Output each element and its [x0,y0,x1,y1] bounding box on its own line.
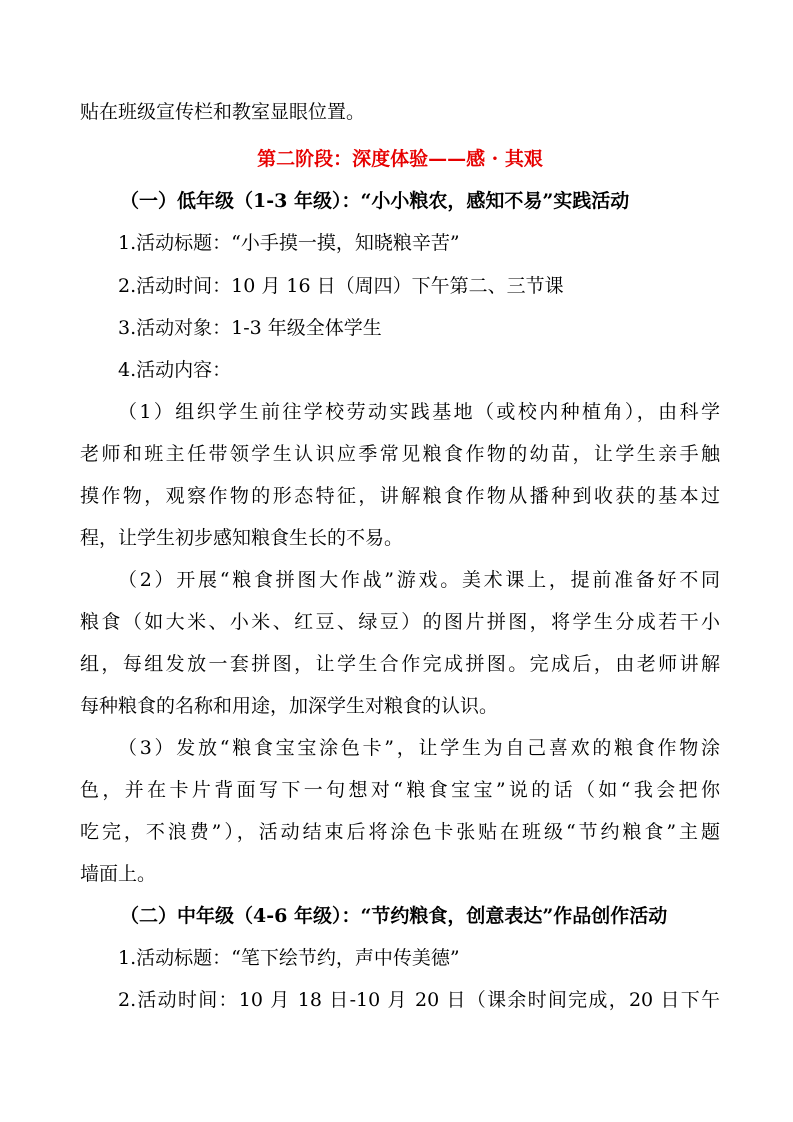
subsection-heading: （一）低年级（1-3 年级）：“小小粮农，感知不易”实践活动 [120,190,630,212]
paragraph-line: 1.活动标题：“小手摸一摸，知晓粮辛苦” [118,232,460,254]
paragraph-line: 2.活动时间：10 月 18 日-10 月 20 日（课余时间完成，20 日下午 [118,989,720,1011]
paragraph-line: （1）组织学生前往学校劳动实践基地（或校内种植角），由科学 [118,401,720,423]
paragraph-line: 组，每组发放一套拼图，让学生合作完成拼图。完成后，由老师讲解 [80,653,720,675]
paragraph-line: 每种粮食的名称和用途，加深学生对粮食的认识。 [80,695,499,717]
paragraph-line: 粮食（如大米、小米、红豆、绿豆）的图片拼图，将学生分成若干小 [80,611,720,633]
paragraph-line: 程，让学生初步感知粮食生长的不易。 [80,527,404,549]
paragraph-line: 老师和班主任带领学生认识应季常见粮食作物的幼苗，让学生亲手触 [80,443,720,465]
paragraph-line: 4.活动内容： [118,359,232,381]
section-heading: 第二阶段：深度体验——感 · 其艰 [257,148,543,170]
paragraph-line: 墙面上。 [80,863,157,885]
paragraph-line: 贴在班级宣传栏和教室显眼位置。 [80,101,366,123]
paragraph-line: 3.活动对象：1-3 年级全体学生 [118,317,382,339]
subsection-heading: （二）中年级（4-6 年级）：“节约粮食，创意表达”作品创作活动 [120,905,668,927]
paragraph-line: 摸作物，观察作物的形态特征，讲解粮食作物从播种到收获的基本过 [80,485,720,507]
paragraph-line: （2）开展“粮食拼图大作战”游戏。美术课上，提前准备好不同 [118,569,720,591]
paragraph-line: 吃完，不浪费”），活动结束后将涂色卡张贴在班级“节约粮食”主题 [80,821,720,843]
paragraph-line: 1.活动标题：“笔下绘节约，声中传美德” [118,947,460,969]
paragraph-line: 2.活动时间：10 月 16 日（周四）下午第二、三节课 [118,275,564,297]
paragraph-line: （3）发放“粮食宝宝涂色卡”，让学生为自己喜欢的粮食作物涂 [118,737,720,759]
paragraph-line: 色，并在卡片背面写下一句想对“粮食宝宝”说的话（如“我会把你 [80,779,720,801]
